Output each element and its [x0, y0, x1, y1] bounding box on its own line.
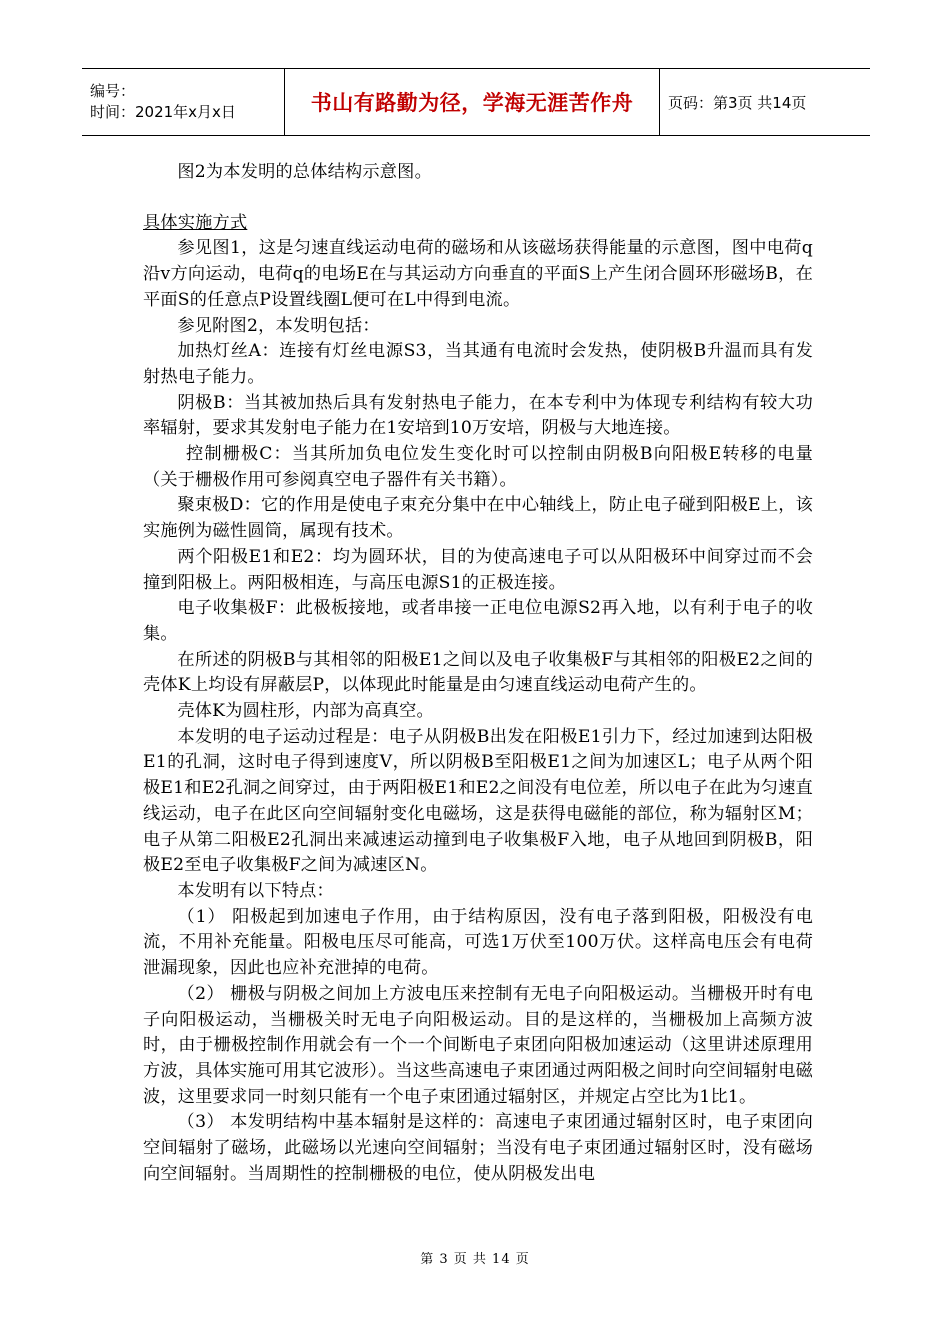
header-motto	[284, 69, 660, 135]
paragraph: 加热灯丝A：连接有灯丝电源S3，当其通有电流时会发热，使阴极B升温而具有发射热电子能力。	[143, 341, 813, 387]
paragraph: 参见图1，这是匀速直线运动电荷的磁场和从该磁场获得能量的示意图，图中电荷q沿v方向运动，电荷q的电场E在与其运动方向垂直的平面S上产生闭合圆环形磁场B，在平面S的任意点P设置线圈L便可在L中得到电流。	[143, 238, 813, 310]
section-heading	[143, 211, 813, 237]
paragraph: 在所述的阴极B与其相邻的阳极E1之间以及电子收集极F与其相邻的阳极E2之间的壳体K上均设有屏蔽层P，以体现此时能量是由匀速直线运动电荷产生的。	[143, 649, 813, 696]
paragraph: 参见附图2，本发明包括：	[177, 315, 380, 336]
document-number-label: 编号：	[90, 82, 136, 100]
page-footer	[0, 1248, 950, 1267]
paragraph: 壳体K为圆柱形，内部为高真空。	[177, 701, 434, 722]
list-item: （3） 本发明结构中基本辐射是这样的：高速电子束团通过辐射区时，电子束团向空间辐射了磁场，此磁场以光速向空间辐射；当没有电子束团通过辐射区时，没有磁场向空间辐射。当周期性的控制栅极的电位，使从阴极发出电	[143, 1112, 813, 1184]
paragraph: 本发明的电子运动过程是：电子从阴极B出发在阳极E1引力下，经过加速到达阳极E1的孔洞，这时电子得到速度V，所以阴极B至阳极E1之间为加速区L；电子从两个阳极E1和E2孔洞之间穿过，由于两阳极E1和E2之间没有电位差，所以电子在此为匀速直线运动，电子在此区向空间辐射变化电磁场，这是获得电磁能的部位，称为辐射区M；电子从第二阳极E2孔洞出来减速运动撞到电子收集极F入地，电子从地回到阴极B，阳极E2至电子收集极F之间为减速区N。	[143, 726, 813, 876]
page-header	[82, 68, 870, 136]
footer-page-number: 第 3 页 共 14 页	[420, 1252, 530, 1267]
paragraph: 阴极B：当其被加热后具有发射热电子能力，在本专利中为体现专利结构有较大功率辐射，要求其发射电子能力在1安培到10万安培，阴极与大地连接。	[143, 392, 813, 439]
paragraph: 电子收集极F：此极板接地，或者串接一正电位电源S2再入地，以有利于电子的收集。	[143, 598, 813, 644]
paragraph: 本发明有以下特点：	[177, 880, 334, 901]
intro-line: 图2为本发明的总体结构示意图。	[177, 162, 432, 182]
list-item: （1） 阳极起到加速电子作用，由于结构原因，没有电子落到阳极，阳极没有电流，不用补充能量。阳极电压尽可能高，可选1万伏至100万伏。这样高电压会有电荷泄漏现象，因此也应补充泄掉的电荷。	[143, 906, 813, 979]
header-meta	[82, 69, 284, 135]
document-body	[143, 160, 813, 1187]
document-date: 时间：2021年x月x日	[90, 103, 236, 121]
spacer	[143, 186, 813, 211]
header-page-info	[660, 69, 870, 135]
paragraph: 两个阳极E1和E2：均为圆环状，目的为使高速电子可以从阳极环中间穿过而不会撞到阳极上。两阳极相连，与高压电源S1的正极连接。	[143, 546, 813, 593]
paragraph: 控制栅极C：当其所加负电位发生变化时可以控制由阴极B向阳极E转移的电量（关于栅极作用可参阅真空电子器件有关书籍）。	[143, 444, 813, 490]
section-heading-text: 具体实施方式	[143, 212, 248, 233]
list-item: （2） 栅极与阴极之间加上方波电压来控制有无电子向阳极运动。当栅极开时有电子向阳极运动，当栅极关时无电子向阳极运动。目的是这样的，当栅极加上高频方波时，由于栅极控制作用就会有一个一个间断电子束团向阳极加速运动（这里讲述原理用方波，具体实施可用其它波形）。当这些高速电子束团通过两阳极之间时向空间辐射电磁波，这里要求同一时刻只能有一个电子束团通过辐射区，并规定占空比为1比1。	[143, 983, 813, 1107]
page-info-text: 页码：第3页 共14页	[668, 93, 807, 112]
paragraph: 聚束极D：它的作用是使电子束充分集中在中心轴线上，防止电子碰到阳极E上，该实施例为磁性圆筒，属现有技术。	[143, 495, 813, 542]
motto-text: 书山有路勤为径，学海无涯苦作舟	[310, 91, 634, 115]
